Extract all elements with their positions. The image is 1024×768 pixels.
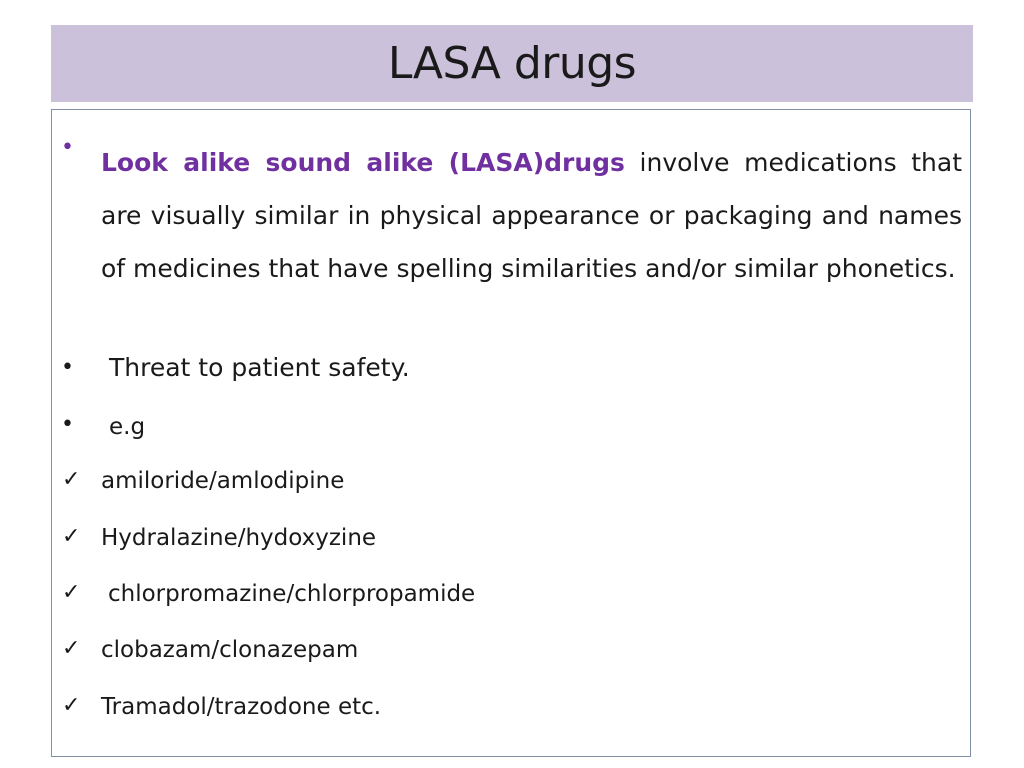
checkmark-icon: ✓ xyxy=(62,524,81,549)
content-box xyxy=(51,109,971,757)
bullet-icon: • xyxy=(61,135,74,160)
intro-lead: Look alike sound alike (LASA)drugs xyxy=(101,148,625,177)
title-bar xyxy=(51,25,973,102)
bullet-icon: • xyxy=(61,355,74,380)
intro-paragraph xyxy=(101,136,962,295)
example-text: clobazam/clonazepam xyxy=(101,637,359,663)
bullet-text: e.g xyxy=(109,414,146,440)
bullet-text: Threat to patient safety. xyxy=(109,353,410,382)
example-text: chlorpromazine/chlorpropamide xyxy=(108,581,476,607)
bullet-icon: • xyxy=(61,412,74,437)
slide-title: LASA drugs xyxy=(387,38,637,89)
checkmark-icon: ✓ xyxy=(62,693,81,718)
example-text: Hydralazine/hydoxyzine xyxy=(101,525,377,551)
intro-rest: involve medications that are visually similar in physical appearance or packaging and names of medicines that have spelling similarities and/or similar phonetics. xyxy=(101,148,963,283)
example-text: amiloride/amlodipine xyxy=(101,468,345,494)
example-text: Tramadol/trazodone etc. xyxy=(101,694,382,720)
checkmark-icon: ✓ xyxy=(62,636,81,661)
checkmark-icon: ✓ xyxy=(62,467,81,492)
checkmark-icon: ✓ xyxy=(62,580,81,605)
